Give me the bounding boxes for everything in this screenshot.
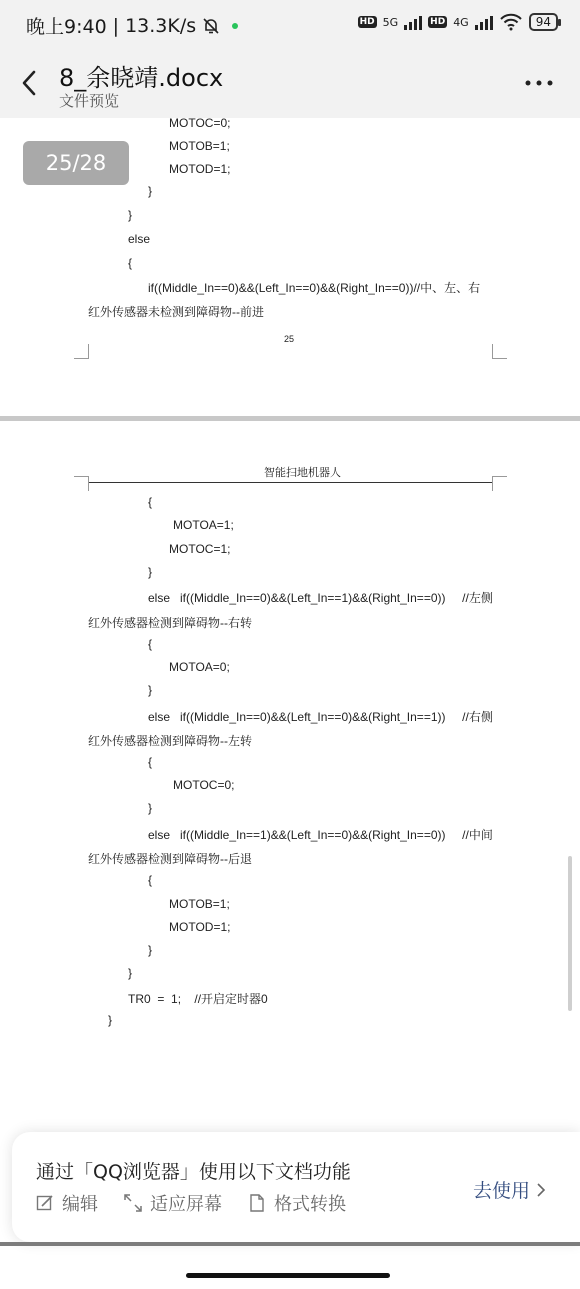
document-icon: [248, 1194, 266, 1212]
code-line: MOTOC=0;: [169, 118, 231, 130]
status-left: 晚上9:40 | 13.3K/s: [26, 12, 238, 39]
network-type-5g: 5G: [382, 15, 399, 29]
status-bar: [0, 0, 580, 50]
code-line: 红外传感器检测到障碍物--左转: [88, 734, 252, 748]
banner-title: 通过「QQ浏览器」使用以下文档功能: [36, 1161, 351, 1183]
battery-icon: 94: [529, 13, 558, 31]
page-corner-mark: [492, 476, 507, 491]
bottom-strip: [0, 1242, 580, 1246]
code-line: else if((Middle_In==0)&&(Left_In==1)&&(Right_In==0)) //左侧: [148, 591, 493, 605]
code-line: {: [148, 755, 153, 769]
home-indicator[interactable]: [186, 1273, 390, 1278]
code-line: else if((Middle_In==0)&&(Left_In==0)&&(Right_In==1)) //右侧: [148, 710, 493, 724]
code-line: {: [148, 495, 153, 509]
back-icon[interactable]: [18, 68, 42, 98]
code-line: MOTOD=1;: [169, 162, 231, 176]
code-line: else: [128, 232, 151, 246]
code-line: {: [148, 873, 153, 887]
status-right: [358, 13, 558, 31]
chevron-right-icon: [536, 1182, 546, 1198]
code-line: }: [148, 683, 153, 697]
signal-icon-2: [475, 14, 493, 30]
page-header: 智能扫地机器人: [264, 467, 341, 479]
page-corner-mark: [492, 344, 507, 359]
more-options-icon[interactable]: [524, 73, 554, 93]
signal-icon: [404, 14, 422, 30]
network-type-4g: 4G: [453, 15, 469, 29]
feature-list: [36, 1190, 346, 1216]
qq-browser-banner: [12, 1132, 580, 1242]
code-line: else if((Middle_In==1)&&(Left_In==0)&&(Right_In==0)) //中间: [148, 828, 493, 842]
page-separator: [0, 416, 580, 421]
go-use-button[interactable]: [473, 1176, 546, 1203]
fit-screen-icon: [124, 1194, 142, 1212]
code-line: 红外传感器检测到障碍物--右转: [88, 616, 252, 630]
code-line: {: [148, 637, 153, 651]
document-viewer[interactable]: [0, 118, 580, 1289]
title-bar: [0, 50, 580, 118]
code-line: MOTOA=0;: [169, 660, 230, 674]
file-name: 8_余晓靖.docx: [59, 64, 224, 92]
wifi-icon: [499, 13, 523, 31]
page-corner-mark: [74, 344, 89, 359]
code-line: }: [148, 565, 153, 579]
page-corner-mark: [74, 476, 89, 491]
edit-feature[interactable]: [36, 1190, 98, 1216]
status-time: 晚上9:40: [26, 16, 107, 38]
code-line: MOTOA=1;: [173, 518, 234, 532]
code-line: MOTOC=0;: [173, 778, 235, 792]
format-convert-label: 格式转换: [274, 1194, 346, 1215]
hd-icon-2: HD: [430, 17, 446, 27]
code-line: }: [148, 943, 153, 957]
page-indicator: 25/28: [23, 141, 129, 185]
code-line: MOTOB=1;: [169, 139, 230, 153]
code-line: }: [128, 208, 133, 222]
code-line: 红外传感器检测到障碍物--后退: [88, 852, 252, 866]
notification-dot-icon: [232, 23, 238, 29]
code-line: }: [108, 1013, 113, 1027]
format-convert-feature[interactable]: [248, 1190, 346, 1216]
code-line: TR0 = 1; //开启定时器0: [128, 992, 268, 1006]
file-preview-label: 文件预览: [59, 92, 120, 110]
code-line: }: [128, 966, 133, 980]
code-line: MOTOB=1;: [169, 897, 230, 911]
network-speed: 13.3K/s: [125, 14, 197, 37]
edit-icon: [36, 1194, 54, 1212]
fit-screen-label: 适应屏幕: [150, 1194, 222, 1215]
header-rule: [88, 482, 492, 483]
code-line: if((Middle_In==0)&&(Left_In==0)&&(Right_In==0))//中、左、右: [148, 281, 481, 295]
code-line: MOTOD=1;: [169, 920, 231, 934]
fit-screen-feature[interactable]: [124, 1190, 222, 1216]
code-line: {: [128, 256, 133, 270]
page-number: 25: [284, 334, 295, 344]
code-line: }: [148, 801, 153, 815]
code-line: }: [148, 184, 153, 198]
hd-icon: HD: [359, 17, 375, 27]
code-line: 红外传感器未检测到障碍物--前进: [88, 305, 264, 319]
go-use-label: 去使用: [472, 1180, 530, 1202]
code-line: MOTOC=1;: [169, 542, 231, 556]
mute-bell-icon: [202, 17, 220, 35]
edit-label: 编辑: [62, 1194, 98, 1215]
scrollbar[interactable]: [568, 856, 572, 1011]
